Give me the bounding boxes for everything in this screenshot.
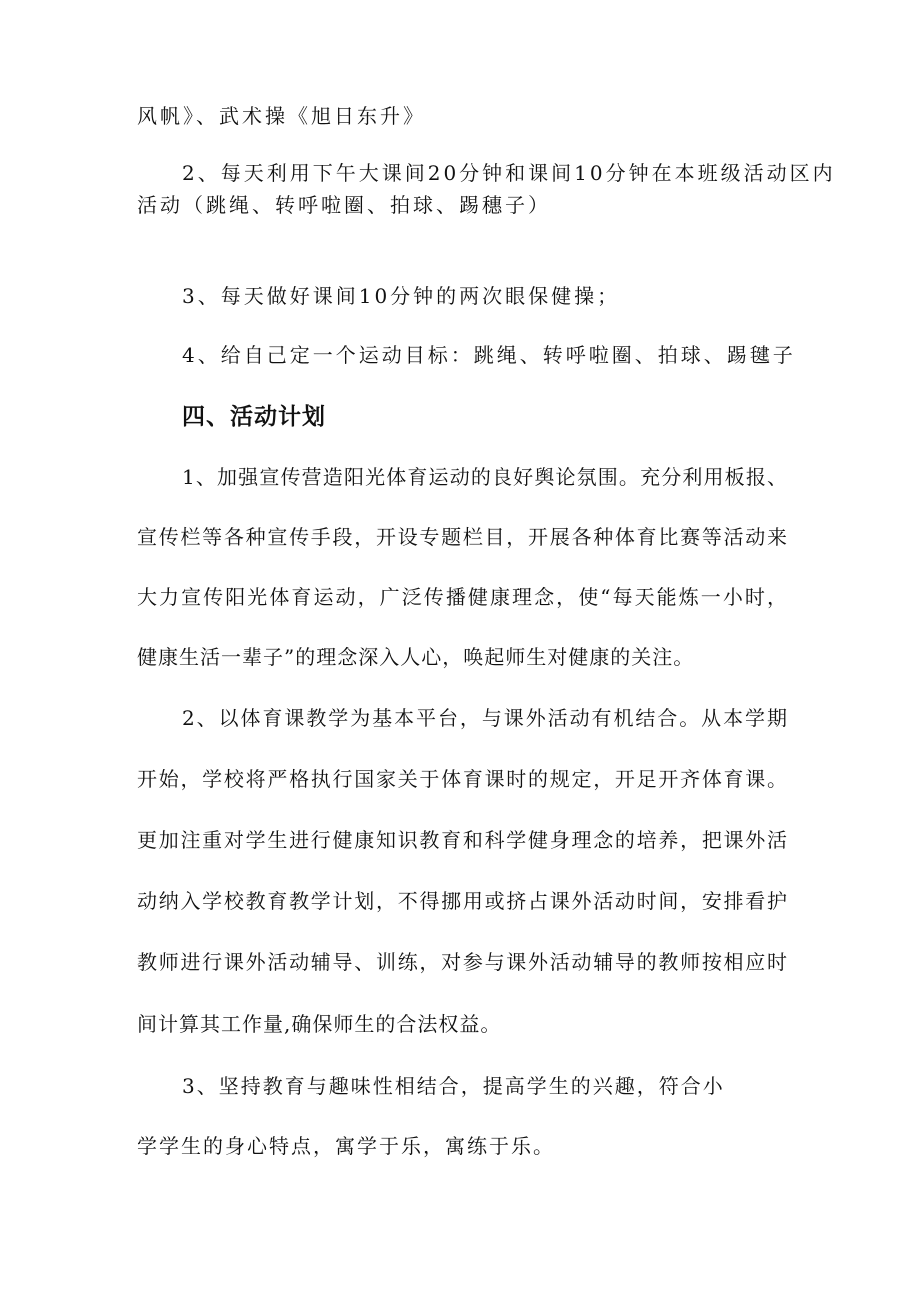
paragraph-line: 开始，学校将严格执行国家关于体育课时的规定，开足开齐体育课。 bbox=[137, 767, 787, 791]
section-heading: 四、活动计划 bbox=[182, 404, 326, 430]
paragraph-line: 2、以体育课教学为基本平台，与课外活动有机结合。从本学期 bbox=[182, 706, 787, 730]
paragraph-line: 大力宣传阳光体育运动，广泛传播健康理念，使“每天能炼一小时， bbox=[137, 585, 787, 609]
paragraph-line: 宣传栏等各种宣传手段，开设专题栏目，开展各种体育比赛等活动来 bbox=[137, 525, 787, 549]
paragraph-line: 间计算其工作量,确保师生的合法权益。 bbox=[137, 1012, 502, 1036]
paragraph-line: 教师进行课外活动辅导、训练，对参与课外活动辅导的教师按相应时 bbox=[137, 950, 787, 974]
list-item-3: 3、每天做好课间10分钟的两次眼保健操； bbox=[182, 284, 621, 308]
list-item-4: 4、给自己定一个运动目标：跳绳、转呼啦圈、拍球、踢毽子 bbox=[182, 343, 796, 367]
paragraph-line: 学学生的身心特点，寓学于乐，寓练于乐。 bbox=[137, 1134, 555, 1158]
paragraph-line: 动纳入学校教育教学计划，不得挪用或挤占课外活动时间，安排看护 bbox=[137, 889, 787, 913]
paragraph-line: 1、加强宣传营造阳光体育运动的良好舆论氛围。充分利用板报、 bbox=[182, 465, 787, 489]
text-line: 活动（跳绳、转呼啦圈、拍球、踢穗子） bbox=[137, 193, 551, 217]
text-line: 风帆》、武术操《旭日东升》 bbox=[137, 104, 426, 128]
paragraph-line: 更加注重对学生进行健康知识教育和科学健身理念的培养，把课外活 bbox=[137, 828, 787, 852]
paragraph-line: 健康生活一辈子”的理念深入人心，唤起师生对健康的关注。 bbox=[137, 645, 695, 669]
paragraph-line: 3、坚持教育与趣味性相结合，提高学生的兴趣，符合小 bbox=[182, 1074, 725, 1098]
list-item-2: 2、每天利用下午大课间20分钟和课间10分钟在本班级活动区内 bbox=[182, 161, 836, 185]
